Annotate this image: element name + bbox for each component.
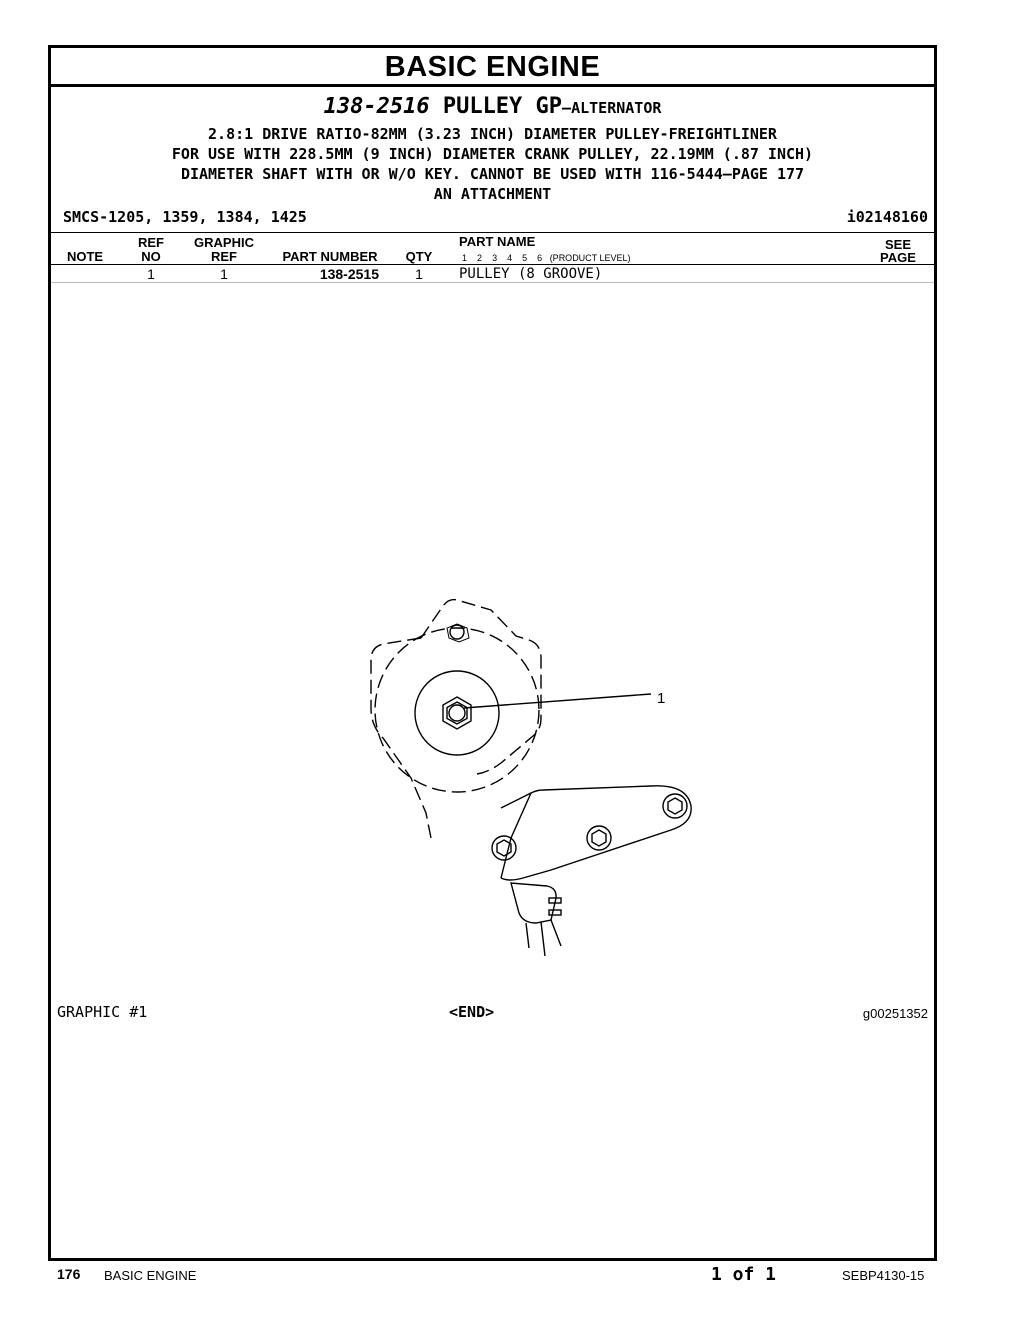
group-name: PULLEY GP bbox=[442, 94, 563, 119]
cell-ref-no: 1 bbox=[147, 266, 155, 282]
cell-part-number: 138-2515 bbox=[319, 266, 379, 282]
group-number: 138-2516 bbox=[323, 94, 430, 119]
description-line: FOR USE WITH 228.5MM (9 INCH) DIAMETER CRANK PULLEY, 22.19MM (.87 INCH) bbox=[171, 145, 814, 163]
page-frame bbox=[48, 45, 937, 1261]
level-5: 5 bbox=[522, 253, 528, 263]
col-header-ref-no-top: REF bbox=[138, 235, 164, 250]
col-header-part-number: PART NUMBER bbox=[282, 249, 378, 264]
leader-line bbox=[464, 694, 651, 708]
group-subname: ALTERNATOR bbox=[571, 99, 662, 117]
graphic-id: g00251352 bbox=[862, 1006, 928, 1021]
col-header-see-page-top: SEE bbox=[884, 237, 911, 252]
cell-part-name: PULLEY (8 GROOVE) bbox=[459, 266, 603, 282]
section-title: BASIC ENGINE bbox=[51, 48, 934, 87]
cell-qty: 1 bbox=[415, 266, 423, 282]
callout-1: 1 bbox=[657, 690, 666, 707]
description-line: 2.8:1 DRIVE RATIO-82MM (3.23 INCH) DIAMETER PULLEY-FREIGHTLINER bbox=[208, 125, 777, 143]
info-id: i02148160 bbox=[846, 208, 928, 226]
group-heading bbox=[51, 94, 934, 204]
col-header-graphic-ref-bottom: REF bbox=[211, 249, 237, 264]
smcs-codes: SMCS-1205, 1359, 1384, 1425 bbox=[63, 208, 307, 226]
end-marker: <END> bbox=[449, 1003, 495, 1021]
graphic-label: GRAPHIC #1 bbox=[57, 1003, 148, 1021]
level-4: 4 bbox=[507, 253, 513, 263]
table-header-rule-bottom bbox=[51, 264, 934, 265]
level-6: 6 bbox=[537, 253, 543, 263]
group-dash: – bbox=[562, 99, 572, 117]
col-header-graphic-ref-top: GRAPHIC bbox=[194, 235, 254, 250]
page-of: 1 of 1 bbox=[711, 1264, 777, 1285]
cell-graphic-ref: 1 bbox=[220, 266, 228, 282]
col-header-qty: QTY bbox=[405, 249, 433, 264]
footer-section: BASIC ENGINE bbox=[104, 1268, 197, 1283]
table-row-divider bbox=[51, 282, 934, 283]
table-header-rule-top bbox=[51, 232, 934, 233]
col-header-ref-no-bottom: NO bbox=[141, 249, 161, 264]
description-line: DIAMETER SHAFT WITH OR W/O KEY. CANNOT BE USED WITH 116-5444—PAGE 177 bbox=[180, 165, 805, 183]
page-number: 176 bbox=[57, 1266, 81, 1282]
product-level-label: (PRODUCT LEVEL) bbox=[549, 253, 631, 263]
col-header-see-page-bottom: PAGE bbox=[880, 250, 916, 265]
level-2: 2 bbox=[477, 253, 483, 263]
level-3: 3 bbox=[492, 253, 498, 263]
product-levels bbox=[462, 253, 631, 263]
alternator-illustration bbox=[351, 548, 711, 988]
col-header-part-name: PART NAME bbox=[459, 234, 536, 249]
level-1: 1 bbox=[462, 253, 468, 263]
description-line: AN ATTACHMENT bbox=[433, 185, 552, 203]
table-row bbox=[51, 266, 934, 282]
col-header-note: NOTE bbox=[66, 249, 104, 264]
document-id: SEBP4130-15 bbox=[842, 1268, 925, 1283]
page-footer bbox=[0, 1262, 1020, 1292]
